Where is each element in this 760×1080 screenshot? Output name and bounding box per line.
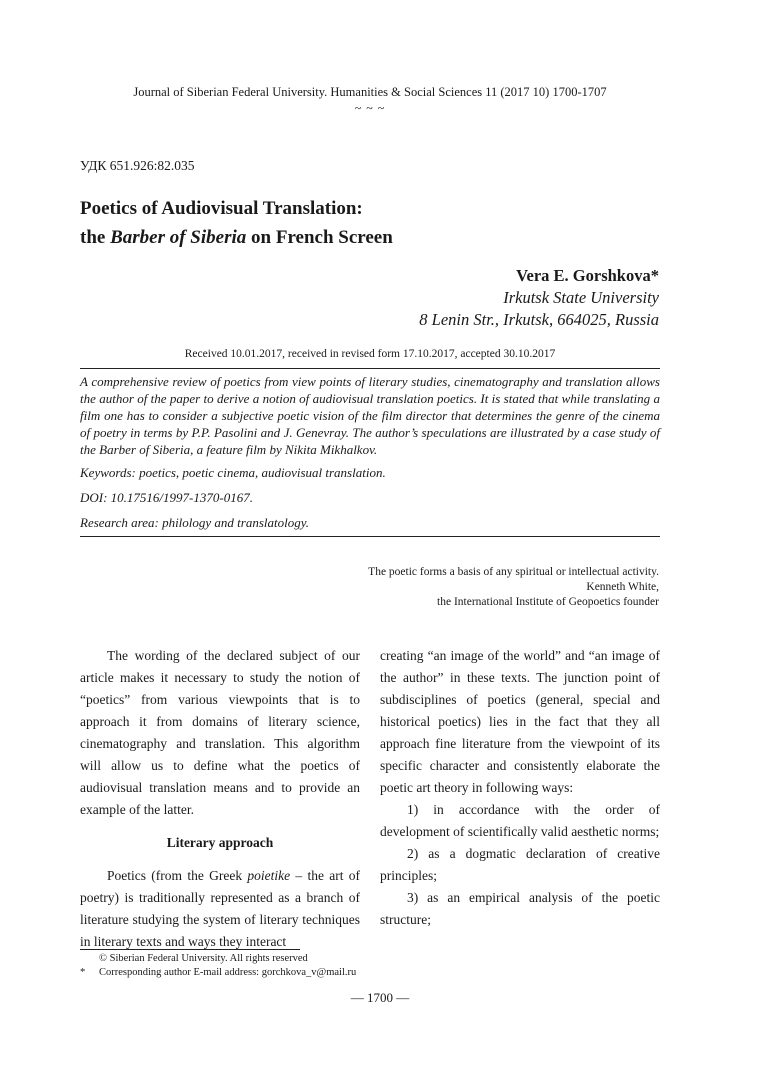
research-area: Research area: philology and translatology. xyxy=(80,515,310,530)
footnote-mark: * xyxy=(80,967,86,978)
list-item-3: 3) as an empirical analysis of the poetic structure; xyxy=(380,890,660,927)
poetics-paragraph-prefix: Poetics (from the Greek xyxy=(107,868,248,883)
udk-code: УДК 651.926:82.035 xyxy=(80,158,195,173)
abstract: A comprehensive review of poetics from view points of literary studies, cinematography and translation allows the author of the paper to derive a notion of audiovisual translation poetics. It is stated that while translating a film one has to consider a subjective poetic vision of the film director that determines the genre of the cinema of poetry in terms by P.P. Pasolini and J. Genevray. The author’s speculations are illustrated by a case study of the Barber of Siberia, a feature film by Nikita Mikhalkov. xyxy=(80,374,660,457)
section-heading: Literary approach xyxy=(166,835,274,850)
doi: DOI: 10.17516/1997-1370-0167. xyxy=(80,490,253,505)
received-dates: Received 10.01.2017, received in revised form 17.10.2017, accepted 30.10.2017 xyxy=(184,348,556,360)
epigraph-quote: The poetic forms a basis of any spiritual or intellectual activity. xyxy=(368,566,659,578)
left-column xyxy=(80,645,360,953)
title-line-2 xyxy=(80,223,393,252)
keywords: Keywords: poetics, poetic cinema, audiovisual translation. xyxy=(80,465,386,480)
title-line-2-suffix: on French Screen xyxy=(246,227,393,248)
page-number: — 1700 — xyxy=(350,990,410,1005)
journal-header: Journal of Siberian Federal University. Humanities & Social Sciences 11 (2017 10) 1700-1707 xyxy=(133,85,607,99)
epigraph xyxy=(368,565,659,610)
footnote-rule xyxy=(80,949,300,950)
right-column xyxy=(380,645,660,931)
poetics-paragraph xyxy=(80,865,360,953)
author-address: 8 Lenin Str., Irkutsk, 664025, Russia xyxy=(419,310,659,329)
paper-title xyxy=(80,194,393,252)
footnote-copyright: © Siberian Federal University. All rights reserved xyxy=(99,953,308,964)
list-item-1: 1) in accordance with the order of development of scientifically valid aesthetic norms; xyxy=(380,802,660,839)
title-line-2-prefix: the xyxy=(80,227,111,248)
abstract-bottom-rule xyxy=(80,536,660,537)
header-separator: ~ ~ ~ xyxy=(354,101,386,115)
poetics-greek-term: poietike xyxy=(247,868,291,883)
title-line-1: Poetics of Audiovisual Translation: xyxy=(80,198,363,219)
list-item-2: 2) as a dogmatic declaration of creative principles; xyxy=(380,846,660,883)
footnote-corresponding: Corresponding author E-mail address: gorchkova_v@mail.ru xyxy=(99,967,357,978)
epigraph-role: the International Institute of Geopoetics founder xyxy=(437,596,659,608)
poetics-paragraph-suffix: – the art of poetry) is traditionally represented as a branch of literature studying the system of literary techniques in literary texts and ways they interact xyxy=(80,868,360,949)
author-block xyxy=(419,265,659,331)
title-line-2-film: Barber of Siberia xyxy=(110,227,247,248)
epigraph-author: Kenneth White, xyxy=(586,581,659,593)
continuation-paragraph: creating “an image of the world” and “an image of the author” in these texts. The junction point of subdisciplines of poetics (general, special and historical poetics) lies in the fact that they all approach fine literature from the viewpoint of its specific character and consistently elaborate the poetic art theory in following ways: xyxy=(380,648,660,795)
intro-paragraph: The wording of the declared subject of our article makes it necessary to study the notion of “poetics” from various viewpoints that is to approach it from domains of literary science, cinematography and translation. This algorithm will allow us to define what the poetics of audiovisual translation means and to provide an example of the latter. xyxy=(80,648,360,817)
author-university: Irkutsk State University xyxy=(503,288,659,307)
author-name: Vera E. Gorshkova* xyxy=(516,266,659,285)
abstract-top-rule xyxy=(80,368,660,369)
